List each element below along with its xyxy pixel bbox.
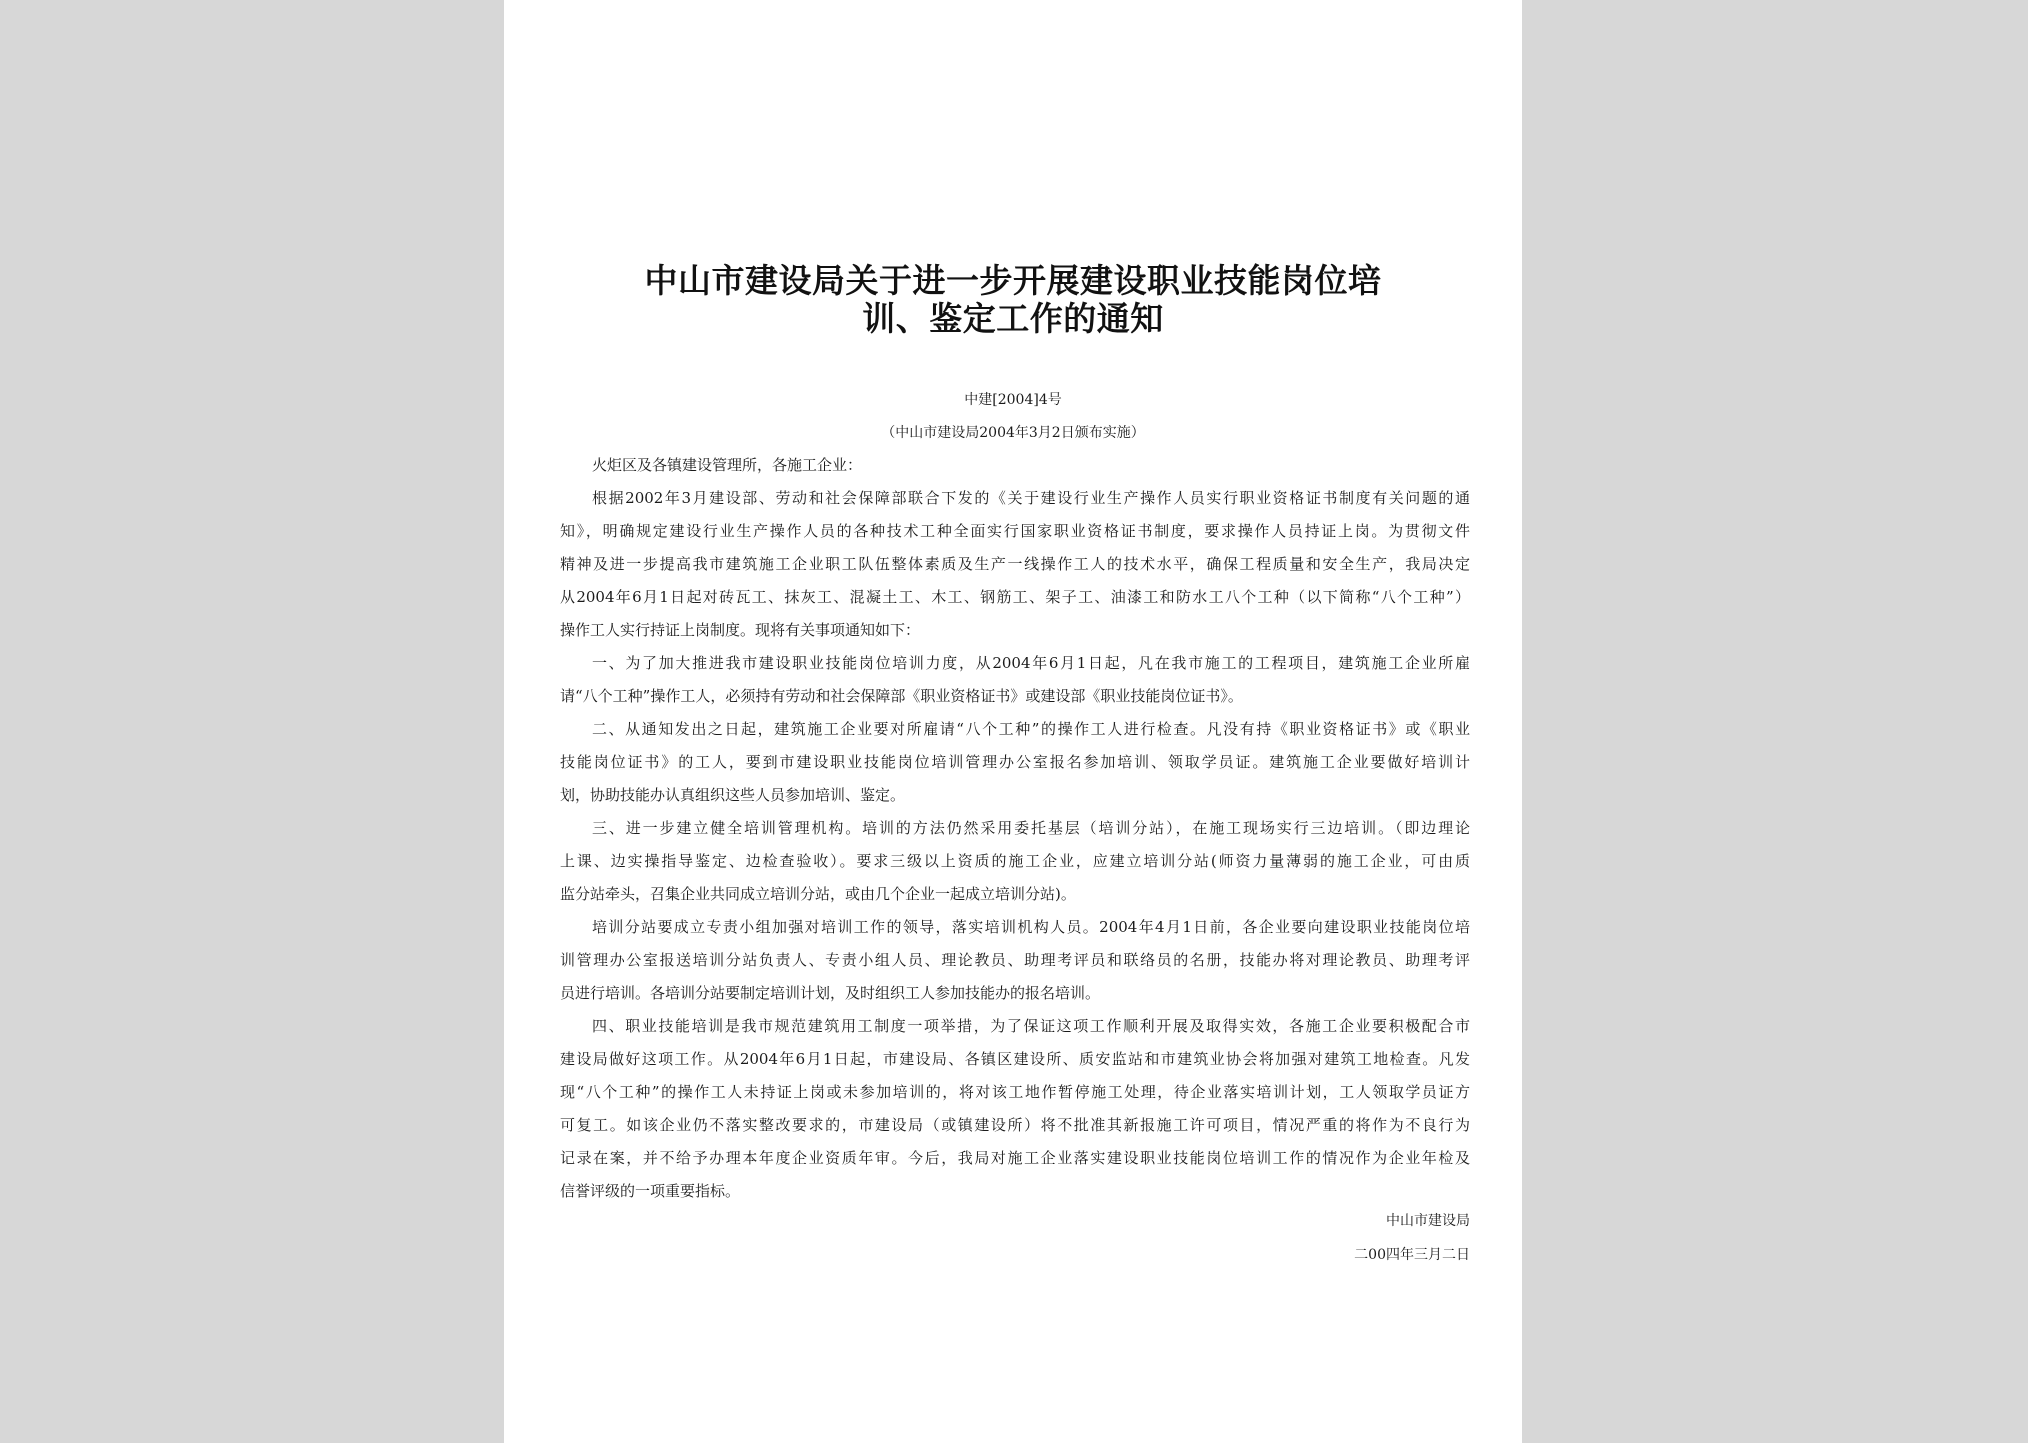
document-number: 中建[2004]4号 [964, 392, 1062, 408]
body-line: 从2004年6月1日起对砖瓦工、抹灰工、混凝土工、木工、钢筋工、架子工、油漆工和防水工八个工种（以下简称“八个工种”） [560, 588, 1470, 606]
body-line: 培训分站要成立专责小组加强对培训工作的领导，落实培训机构人员。2004年4月1日前，各企业要向建设职业技能岗位培 [592, 918, 1470, 936]
body-line: 监分站牵头，召集企业共同成立培训分站，或由几个企业一起成立培训分站)。 [560, 885, 1076, 903]
title-line-1: 中山市建设局关于进一步开展建设职业技能岗位培 [644, 261, 1382, 300]
body-line: 上课、边实操指导鉴定、边检查验收）。要求三级以上资质的施工企业，应建立培训分站(师资力量薄弱的施工企业，可由质 [560, 852, 1470, 870]
body-line: 划，协助技能办认真组织这些人员参加培训、鉴定。 [560, 786, 906, 804]
body-line: 信誉评级的一项重要指标。 [560, 1182, 741, 1200]
body-line: 技能岗位证书》的工人，要到市建设职业技能岗位培训管理办公室报名参加培训、领取学员证。建筑施工企业要做好培训计 [560, 753, 1470, 771]
body-line: 精神及进一步提高我市建筑施工企业职工队伍整体素质及生产一线操作工人的技术水平，确保工程质量和安全生产，我局决定 [560, 555, 1470, 573]
body-line: 员进行培训。各培训分站要制定培训计划，及时组织工人参加技能办的报名培训。 [560, 984, 1101, 1002]
document-page [504, 0, 1522, 1443]
body-line: 建设局做好这项工作。从2004年6月1日起，市建设局、各镇区建设所、质安监站和市建筑业协会将加强对建筑工地检查。凡发 [560, 1050, 1470, 1068]
body-line: 知》，明确规定建设行业生产操作人员的各种技术工种全面实行国家职业资格证书制度，要求操作人员持证上岗。为贯彻文件 [560, 522, 1470, 540]
issued-note: （中山市建设局2004年3月2日颁布实施） [881, 425, 1145, 441]
body-line: 操作工人实行持证上岗制度。现将有关事项通知如下： [560, 621, 921, 639]
body-line: 四、职业技能培训是我市规范建筑用工制度一项举措，为了保证这项工作顺利开展及取得实效，各施工企业要积极配合市 [592, 1017, 1470, 1035]
body-line: 请“八个工种”操作工人，必须持有劳动和社会保障部《职业资格证书》或建设部《职业技能岗位证书》。 [560, 687, 1243, 705]
signature-date: 二00四年三月二日 [1354, 1247, 1470, 1263]
title-line-2: 训、鉴定工作的通知 [862, 299, 1164, 338]
signature-org: 中山市建设局 [1386, 1213, 1470, 1229]
body-line: 可复工。如该企业仍不落实整改要求的，市建设局（或镇建设所）将不批准其新报施工许可项目，情况严重的将作为不良行为 [560, 1116, 1470, 1134]
body-line: 二、从通知发出之日起，建筑施工企业要对所雇请“八个工种”的操作工人进行检查。凡没有持《职业资格证书》或《职业 [592, 720, 1470, 738]
body-line: 记录在案，并不给予办理本年度企业资质年审。今后，我局对施工企业落实建设职业技能岗位培训工作的情况作为企业年检及 [560, 1149, 1470, 1167]
body-line: 现“八个工种”的操作工人未持证上岗或未参加培训的，将对该工地作暂停施工处理，待企业落实培训计划，工人领取学员证方 [560, 1083, 1470, 1101]
salutation: 火炬区及各镇建设管理所，各施工企业： [592, 456, 863, 474]
document-title [590, 262, 1436, 338]
body-line: 三、进一步建立健全培训管理机构。培训的方法仍然采用委托基层（培训分站），在施工现场实行三边培训。（即边理论 [592, 819, 1470, 837]
body-line: 根据2002年3月建设部、劳动和社会保障部联合下发的《关于建设行业生产操作人员实行职业资格证书制度有关问题的通 [592, 489, 1470, 507]
body-line: 一、为了加大推进我市建设职业技能岗位培训力度，从2004年6月1日起，凡在我市施工的工程项目，建筑施工企业所雇 [592, 654, 1470, 672]
body-line: 训管理办公室报送培训分站负责人、专责小组人员、理论教员、助理考评员和联络员的名册，技能办将对理论教员、助理考评 [560, 951, 1470, 969]
